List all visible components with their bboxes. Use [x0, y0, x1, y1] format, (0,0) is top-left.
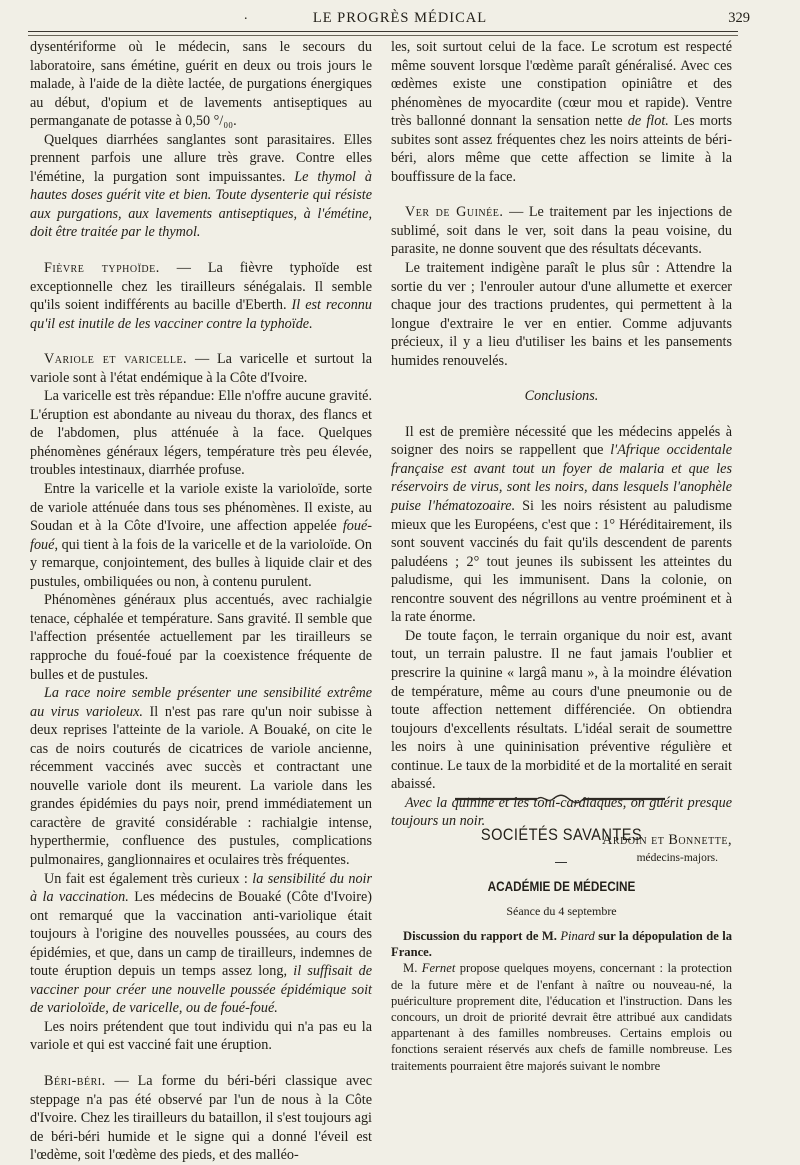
seance-date: Séance du 4 septembre — [506, 904, 617, 918]
paragraph-diarrhees: Quelques diarrhées sanglantes sont parasitaires. Elles prennent parfois une allure très grave. Contre elles l'émétine, la purgation sont impuissantes. Le thymol à hautes doses guérit vite et bien. Toute dysenterie qui résiste aux purgations, aux lavements antiseptiques, à l'émétine, doit être traitée par le thymol. — [30, 131, 372, 241]
section-beri-beri: Béri-béri. — La forme du béri-béri classique avec steppage n'a pas été observé par l'un de nous à la Côte d'Ivoire. Chez les tirailleurs du bataillon, il s'est toujours agi de béri-béri humide et le signe qui a donné l'éveil est l'œdème, soit l'œdème des pieds, et des malléo- — [30, 1072, 372, 1164]
paragraph-varicelle: La varicelle est très répandue: Elle n'offre aucune gravité. L'éruption est abondante au niveau du thorax, des flancs et de l'abdomen, plus atténuée à la face. Quelques phénomènes généraux légers, température très peu élevée, troubles intestinaux, diarrhée profuse. — [30, 388, 372, 479]
paragraph-terrain-palustre: De toute façon, le terrain organique du noir est, avant tout, un terrain palustre. Il ne faut jamais l'oublier et prescrire la quinine « largâ manu », à la moindre élévation de température, même au cours d'une pneumonie ou de toute affection nettement différenciée. On obtiendra toujours d'excellents résultats. L'idéal serait de soumettre les noirs à une quininisation préventive régulière et continue. Le taux de la morbidité et de la mortalité en serait abaissé. — [391, 627, 732, 793]
paragraph-conclusions: Il est de première nécessité que les médecins appelés à soigner des noirs se rappellent que l'Afrique occidentale française est avant tout un foyer de malaria et que les réservoirs de virus, sont les noirs, dans lesquels l'anophèle puise l'hématozoaire. Si les noirs résistent au paludisme mieux que les Européens, c'est que : 1° Héréditairement, ils sont souvent vaccinés du fait qu'ils descendent de parents paludéens ; 2° tout jeunes ils subissent les atteintes du paludisme, qui les immunisent. Dans la colonie, on rencontre souvent des négrillons au ventre proéminent et à la rate énorme. — [391, 423, 733, 626]
paragraph-traitement-indigene: Le traitement indigène paraît le plus sûr : Attendre la sortie du ver ; l'enrouler autour d'une allumette et exercer chaque jour des tractions prudentes, qui permettent à la longue d'extraire le ver en entier. Comme adjuvants précieux, il y a lieu d'utiliser les bains et les pansements humides renouvelés. — [391, 260, 732, 369]
conclusions-heading: Conclusions. — [524, 388, 599, 405]
page-number: 329 — [728, 10, 750, 26]
academie-minutes — [391, 928, 732, 1074]
paragraph-quinine: Avec la quinine et les toni-cardiaques, on guérit presque toujours un noir. — [391, 794, 732, 830]
header-rule-thin — [28, 35, 738, 36]
left-column — [30, 38, 372, 1165]
section-heading-beri: Béri-béri. — [44, 1072, 106, 1089]
section-fievre-typhoide: Fièvre typhoïde. — La fièvre typhoïde est exceptionnelle chez les tirailleurs sénégalais. Il semble qu'ils soient indifférents au bacille d'Eberth. Il est reconnu qu'il est inutile de les vacciner contre la typhoïde. — [30, 260, 373, 332]
paragraph-race-noire: La race noire semble présenter une sensibilité extrême au virus varioleux. Il n'est pas rare qu'un noir subisse à deux reprises l'atteinte de la variole. A Bouaké, on cite le cas de noirs couturés de cicatrices de variole ancienne, récemment vaccinés avec succès et contractant une nouvelle variole dont ils meurent. La variole dans les grandes épidémies du pays noir, prend immédiatement un caractère de gravité considérable : rachialgie intense, hyperthermie, confluence des pustules, complications pulmonaires, ganglionnaires et oculaires très fréquentes. — [30, 685, 373, 868]
signature-authors: Ardoin et Bonnette, — [602, 831, 732, 848]
paragraph-phenomenes: Phénomènes généraux plus accentués, avec rachialgie tenace, céphalée et température. Sans gravité. Il semble que l'affection présentée actuellement par les tirailleurs se rapproche du foué-foué par la coexistence fréquente de bulles et de pustules. — [30, 592, 372, 683]
journal-title: LE PROGRÈS MÉDICAL — [312, 10, 488, 26]
societes-savantes-title: SOCIÉTÉS SAVANTES — [480, 825, 643, 844]
section-ver-de-guinee: Ver de Guinée. — Le traitement par les injections de sublimé, soit dans le ver, soit dans la peau voisine, du parasite, ne donne souvent que des résultats décevants. — [391, 204, 732, 258]
header-dot: . — [244, 8, 248, 23]
paragraph-varioloide: Entre la varicelle et la variole existe la varioloïde, sorte de variole atténuée dans tous ses phénomènes. Il existe, au Soudan et à la Côte d'Ivoire, une affection appelée foué-foué, qui tient à la fois de la varicelle et de la varioloïde. On y remarque, conjointement, des bulles à liquide clair et des pustules, ombiliquées ou non, à contenu purulent. — [30, 481, 372, 590]
section-heading-ver: Ver de Guinée. — [405, 204, 504, 221]
paragraph-vaccination: Un fait est également très curieux : la sensibilité du noir à la vaccination. Les médecins de Bouaké (Côte d'Ivoire) ont remarqué que la vaccination anti-variolique était toujours à l'origine des nouvelles poussées, au cours des épidémies, et que, dans un camp de tirailleurs, indemnes de toute éruption depuis un temps assez long, il suffisait de vacciner pour créer une nouvelle poussée épidémique soit de varioloïde, de varicelle, ou de foué-foué. — [30, 870, 372, 1017]
section-dash — [555, 862, 567, 863]
signature-role: médecins-majors. — [636, 852, 718, 865]
section-heading-variole: Variole et varicelle. — [44, 351, 188, 368]
paragraph-fernet: M. Fernet propose quelques moyens, concernant : la protection de la future mère et de l'enfant à naître ou nouveau-né, la puériculture proprement dite, l'éducation et l'instruction. Dans les concours, un droit de priorité devrait être attribué aux candidats appartenant à des familles nombreuses. Certains emplois ou fonctions seraient réservés aux chefs de famille nombreuse. Les traitements pourraient être majorés suivant le nombre — [391, 961, 732, 1073]
section-heading-fievre: Fièvre typhoïde. — [44, 260, 160, 277]
ornament-rule — [455, 792, 665, 806]
paragraph-noirs-pretendent: Les noirs prétendent que tout individu qui n'a pas eu la variole et qui est vacciné fait une éruption. — [30, 1018, 372, 1054]
academie-title: ACADÉMIE DE MÉDECINE — [487, 878, 636, 894]
discussion-heading: Discussion du rapport de M. Pinard sur la dépopulation de la France. — [391, 929, 732, 960]
section-variole: Variole et varicelle. — La varicelle et surtout la variole sont à l'état endémique à la Côte d'Ivoire. — [30, 351, 372, 386]
right-column — [391, 38, 732, 868]
header-rule-thick — [28, 31, 738, 32]
page-header — [30, 8, 770, 30]
paragraph-dysenterie-cont: dysentériforme où le médecin, sans le secours du laboratoire, sans émétine, guérit en deux ou trois jours le malade, à l'aide de la diète lactée, de purgations énergiques au début, d'opium et de lavements antiseptiques au permanganate de potasse à 0,50 °/₀₀. — [30, 39, 372, 130]
thymol-emphasis: Le thymol à hautes doses guérit vite et bien. Toute dysenterie qui résiste aux purgations, aux lavements antiseptiques, à l'émétine, doit être traitée par le thymol. — [30, 168, 372, 241]
paragraph-beri-cont: les, soit surtout celui de la face. Le scrotum est respecté même souvent lorsque l'œdème paraît généralisé. Avec ces œdèmes existe une constipation opiniâtre et des phénomènes de myocardite (cœur mou et rapide). Ventre très ballonné donnant la sensation nette de flot. Les morts subites sont assez fréquentes chez les noirs atteints de béri-béri, alors même que cette affection se limite à la bouffissure de la face. — [391, 39, 732, 185]
